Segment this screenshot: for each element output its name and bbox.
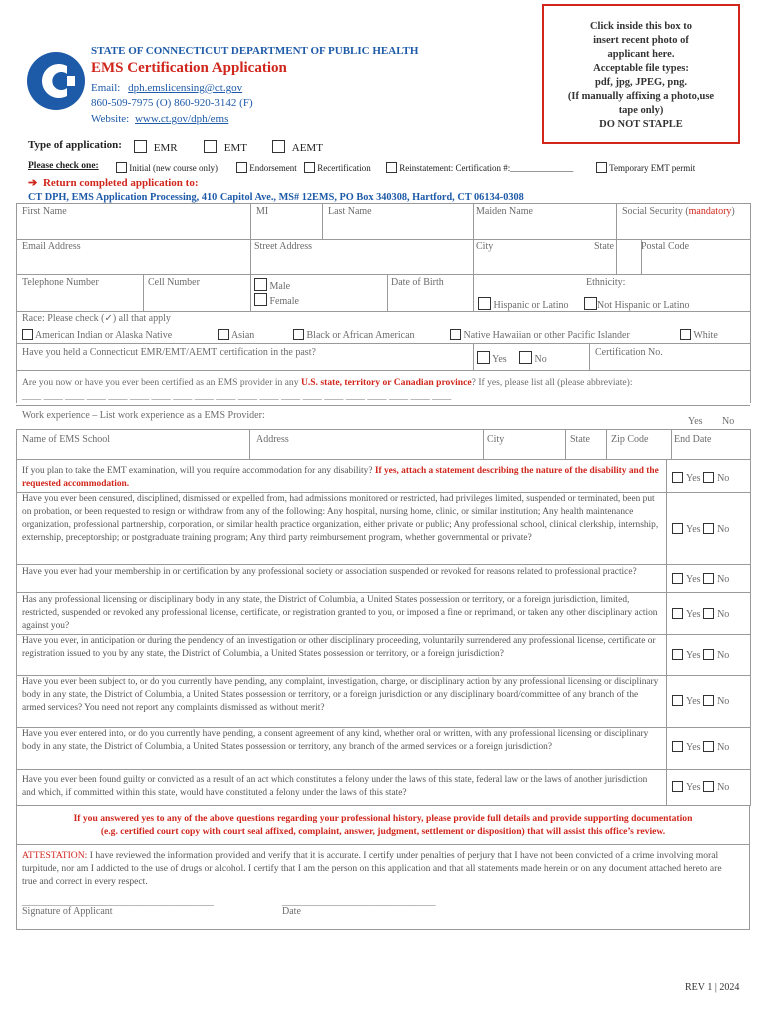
photo-line: Click inside this box to (589, 21, 693, 32)
option-label: Female (269, 296, 299, 307)
checkbox[interactable] (272, 140, 285, 153)
yes-checkbox[interactable] (672, 649, 683, 660)
check-reinstatement[interactable] (386, 162, 573, 173)
signature-line[interactable]: ________________________________________ (22, 897, 214, 908)
checkbox[interactable] (596, 162, 607, 173)
yes-label: Yes (686, 650, 701, 661)
checkbox[interactable] (236, 162, 247, 173)
yes-checkbox[interactable] (672, 781, 683, 792)
question-felony: Have you ever been found guilty or convicted as a result of an act which constitutes a felony under the laws of this state, federal law or the laws of another jurisdiction and which, if committed within this state, would have constituted a felony under the laws of this state? (22, 775, 648, 798)
check-recertification[interactable] (304, 162, 371, 173)
telephone-label: Telephone Number (22, 277, 99, 288)
yes-no-5 (672, 695, 729, 707)
checkbox[interactable] (293, 329, 304, 340)
contact-phones: 860-509-7975 (O) 860-920-3142 (F) (91, 97, 253, 109)
yes-checkbox[interactable] (672, 523, 683, 534)
yes-no-4 (672, 649, 729, 661)
application-type-label: Type of application: (28, 139, 122, 151)
ct-logo (27, 52, 85, 110)
yes-checkbox[interactable] (672, 695, 683, 706)
checkbox[interactable] (22, 329, 33, 340)
yes-checkbox[interactable] (672, 608, 683, 619)
no-checkbox[interactable] (703, 573, 714, 584)
race-black[interactable] (293, 329, 415, 341)
work-zip-label: Zip Code (611, 434, 649, 445)
yes-checkbox[interactable] (672, 472, 683, 483)
no-label: No (717, 574, 730, 585)
photo-line: pdf, jpg, JPEG, png. (595, 77, 687, 88)
question-censured: Have you ever been censured, disciplined, dismissed or expelled from, had admissions monitored or restricted, had privileges limited, suspended or terminated, been put on probation, or been requested to resign or withdraw from any of the following: Any hospital, nursing home, clinic, or similar institution; Any health maintenance organization, professional partnership, corporation, or similar health practice organization, either private or public; Any professional school, clinical clerkship, internship, externship, preceptorship; or postgraduate training program; Any third party reimbursement program, whether governmental or private? (22, 494, 659, 543)
option-label: EMR (153, 142, 178, 154)
q-text: Are you now or have you ever been certified as an EMS provider in any (22, 377, 301, 388)
no-label: No (717, 609, 730, 620)
website-link[interactable]: www.ct.gov/dph/ems (134, 113, 229, 125)
no-checkbox[interactable] (703, 649, 714, 660)
date-line[interactable]: ________________________________ (282, 897, 436, 908)
check-temporary[interactable] (596, 162, 695, 173)
race-white[interactable] (680, 329, 718, 341)
checkbox[interactable] (680, 329, 691, 340)
ssn-text: Social Security ( (622, 206, 689, 217)
photo-line: Acceptable file types: (593, 63, 689, 74)
checkbox[interactable] (304, 162, 315, 173)
option-label: Native Hawaiian or other Pacific Islander (463, 330, 630, 341)
checkbox[interactable] (450, 329, 461, 340)
contact-website (91, 113, 228, 125)
photo-line: insert recent photo of (593, 35, 689, 46)
yes-checkbox[interactable] (672, 573, 683, 584)
option-label: Hispanic or Latino (493, 300, 569, 311)
held-cert-yes[interactable] (477, 351, 507, 365)
photo-line: applicant here. (607, 49, 675, 60)
first-name-label: First Name (22, 206, 67, 217)
yes-checkbox[interactable] (672, 741, 683, 752)
no-label: No (717, 650, 730, 661)
mi-label: MI (256, 206, 269, 217)
yes-no-1 (672, 523, 729, 535)
gender-female[interactable] (254, 293, 299, 307)
yes-label: Yes (686, 782, 701, 793)
checkbox[interactable] (116, 162, 127, 173)
race-label: Race: Please check (✓) all that apply (22, 313, 171, 324)
yes-label: Yes (686, 473, 701, 484)
q-red: U.S. state, territory or Canadian province (300, 377, 472, 388)
no-checkbox[interactable] (703, 608, 714, 619)
yes-no-6 (672, 741, 729, 753)
return-label (28, 176, 198, 189)
no-label: No (717, 696, 730, 707)
gender-male[interactable] (254, 278, 290, 292)
checkbox[interactable] (478, 297, 491, 310)
work-city-label: City (487, 434, 505, 445)
yes-no-0 (672, 472, 729, 484)
check-one-label: Please check one: (28, 161, 99, 171)
return-text: Return completed application to: (42, 177, 199, 189)
yes-label: Yes (686, 696, 701, 707)
checkbox[interactable] (477, 351, 490, 364)
yes-no-7 (672, 781, 729, 793)
ethnicity-label: Ethnicity: (586, 277, 626, 288)
held-cert-no[interactable] (519, 351, 547, 365)
no-checkbox[interactable] (703, 781, 714, 792)
attestation-label: ATTESTATION: (22, 850, 88, 861)
checkbox[interactable] (254, 278, 267, 291)
note-line: If you answered yes to any of the above questions regarding your professional history, please provide full details and provide supporting documentation (73, 813, 693, 824)
question-licensing-body: Has any professional licensing or disciplinary body in any state, the District of Columbia, a United States possession or territory, or a foreign jurisdiction, limited, restricted, suspended or revoked any professional license, certificate, or registration granted to you, or imposed a fine or reprimand, or taken any other disciplinary action against you? (22, 595, 658, 631)
checkbox[interactable] (386, 162, 397, 173)
ethnicity-not-hispanic[interactable] (584, 297, 689, 311)
no-checkbox[interactable] (703, 741, 714, 752)
supporting-docs-note (16, 812, 750, 838)
website-label: Website: (91, 113, 130, 125)
q-red: If yes, attach a statement describing the nature of the disability and the requested accommodation. (22, 466, 659, 489)
state-label: State (594, 241, 614, 252)
arrow-right-icon: ➔ (28, 177, 38, 189)
question-surrendered: Have you ever, in anticipation or during the pendency of an investigation or other disciplinary proceeding, voluntarily surrendered any professional license, certificate or registration issued to you by any state, the District of Columbia, a United States possession or territory, or a foreign jurisdiction? (22, 636, 656, 659)
app-type-emt[interactable] (204, 140, 247, 154)
q-text: If you plan to take the EMT examination, will you require accommodation for any disability? (22, 466, 373, 476)
date-label: Date (282, 906, 301, 917)
work-address-label: Address (256, 434, 289, 445)
no-label: No (717, 473, 730, 484)
work-no-header: No (722, 416, 735, 427)
attestation-body: I have reviewed the information provided and verify that it is accurate. I certify under penalties of perjury that I have not been convicted of a crime involving moral turpitude, nor am I addicted to the use of drugs or alcohol. I certify that I am the person on this application and that all statements made herein or on any document attached hereto are true and correct in every respect. (22, 850, 722, 887)
option-label: Yes (492, 354, 507, 365)
agency-name: STATE OF CONNECTICUT DEPARTMENT OF PUBLIC HEALTH (91, 45, 419, 57)
signature-label: Signature of Applicant (22, 906, 113, 917)
note-line: (e.g. certified court copy with court seal affixed, complaint, answer, judgment, settlement or disposition) that will assist this office’s review. (100, 826, 666, 837)
ethnicity-hispanic[interactable] (478, 297, 568, 311)
option-label: No (534, 354, 547, 365)
last-name-label: Last Name (328, 206, 372, 217)
race-american-indian[interactable] (22, 329, 172, 341)
option-label: White (693, 330, 718, 341)
option-label: EMT (223, 142, 247, 154)
email-label: Email: (91, 82, 121, 94)
cell-number-label: Cell Number (148, 277, 200, 288)
attestation-text (22, 849, 738, 888)
no-label: No (717, 524, 730, 535)
option-label: Reinstatement: Certification #:______________ (399, 163, 574, 173)
question-consent-agreement: Have you ever entered into, or do you currently have pending, a consent agreement of any kind, whether oral or written, with any professional licensing or disciplinary body in any state, the District of Columbia, a United States possession or territory, any branch of the armed services or a foreign jurisdiction? (22, 729, 649, 752)
checkbox[interactable] (519, 351, 532, 364)
postal-code-label: Postal Code (641, 241, 690, 252)
yes-no-2 (672, 573, 729, 585)
work-state-label: State (570, 434, 590, 445)
app-type-aemt[interactable] (272, 140, 323, 154)
option-label: Asian (230, 330, 255, 341)
option-label: Male (269, 281, 291, 292)
check-initial[interactable] (116, 162, 218, 173)
revision-label: REV 1 | 2024 (685, 982, 740, 993)
question-accommodation (22, 465, 662, 491)
ssn-close: ) (731, 206, 735, 217)
checkbox[interactable] (134, 140, 147, 153)
checkbox[interactable] (218, 329, 229, 340)
yes-label: Yes (686, 524, 701, 535)
yes-label: Yes (686, 742, 701, 753)
yes-label: Yes (686, 609, 701, 620)
option-label: American Indian or Alaska Native (34, 330, 173, 341)
checkbox[interactable] (204, 140, 217, 153)
email-link[interactable]: dph.emslicensing@ct.gov (128, 82, 243, 94)
no-checkbox[interactable] (703, 472, 714, 483)
no-label: No (717, 742, 730, 753)
check-endorsement[interactable] (236, 162, 297, 173)
race-pacific-islander[interactable] (450, 329, 630, 341)
email-address-label: Email Address (22, 241, 81, 252)
option-label: AEMT (291, 142, 323, 154)
no-label: No (717, 782, 730, 793)
ems-school-label: Name of EMS School (22, 434, 111, 445)
question-membership: Have you ever had your membership in or certification by any professional society or association suspended or revoked for reasons related to professional practice? (22, 567, 637, 577)
photo-line: DO NOT STAPLE (599, 119, 683, 130)
yes-label: Yes (686, 574, 701, 585)
work-yes-header: Yes (688, 416, 703, 427)
dob-label: Date of Birth (391, 277, 444, 288)
ssn-label (622, 206, 735, 217)
question-complaint: Have you ever been subject to, or do you currently have pending, any complaint, investigation, charge, or disciplinary action by any professional licensing or disciplinary body in any state, the District of Columbia, a United States possession or territory, or a foreign jurisdiction or any disciplinary board/committee of any branch of the armed services? You need not report any complaints dismissed as without merit? (22, 677, 659, 713)
photo-line: (If manually affixing a photo,use (567, 91, 715, 102)
city-label: City (476, 241, 494, 252)
other-states-blanks[interactable]: ____ ____ ____ ____ ____ ____ ____ ____ ____ ____ ____ ____ ____ ____ ____ ____ ____ ____ ____ ____ (22, 391, 452, 402)
work-experience-label: Work experience – List work experience as a EMS Provider: (22, 410, 265, 421)
maiden-name-label: Maiden Name (476, 206, 533, 217)
option-label: Initial (new course only) (129, 163, 218, 173)
yes-no-3 (672, 608, 729, 620)
photo-box[interactable] (542, 4, 740, 144)
page-title: EMS Certification Application (91, 60, 287, 76)
no-checkbox[interactable] (703, 695, 714, 706)
option-label: Black or African American (306, 330, 415, 341)
option-label: Endorsement (249, 163, 297, 173)
q-end: ? If yes, please list all (please abbreviate): (471, 377, 633, 388)
checkbox[interactable] (584, 297, 597, 310)
cert-number-label: Certification No. (595, 347, 663, 358)
ssn-mandatory: mandatory (688, 206, 732, 217)
street-address-label: Street Address (254, 241, 313, 252)
option-label: Recertification (317, 163, 371, 173)
held-cert-question: Have you held a Connecticut EMR/EMT/AEMT certification in the past? (22, 347, 316, 358)
option-label: Not Hispanic or Latino (597, 300, 690, 311)
app-type-emr[interactable] (134, 140, 178, 154)
other-states-question (22, 377, 633, 388)
contact-email (91, 82, 242, 94)
return-address: CT DPH, EMS Application Processing, 410 Capitol Ave., MS# 12EMS, PO Box 340308, Hartford, CT 06134-0308 (28, 192, 524, 203)
option-label: Temporary EMT permit (609, 163, 696, 173)
end-date-label: End Date (674, 434, 712, 445)
photo-line: tape only) (618, 105, 664, 116)
checkbox[interactable] (254, 293, 267, 306)
no-checkbox[interactable] (703, 523, 714, 534)
race-asian[interactable] (218, 329, 254, 341)
